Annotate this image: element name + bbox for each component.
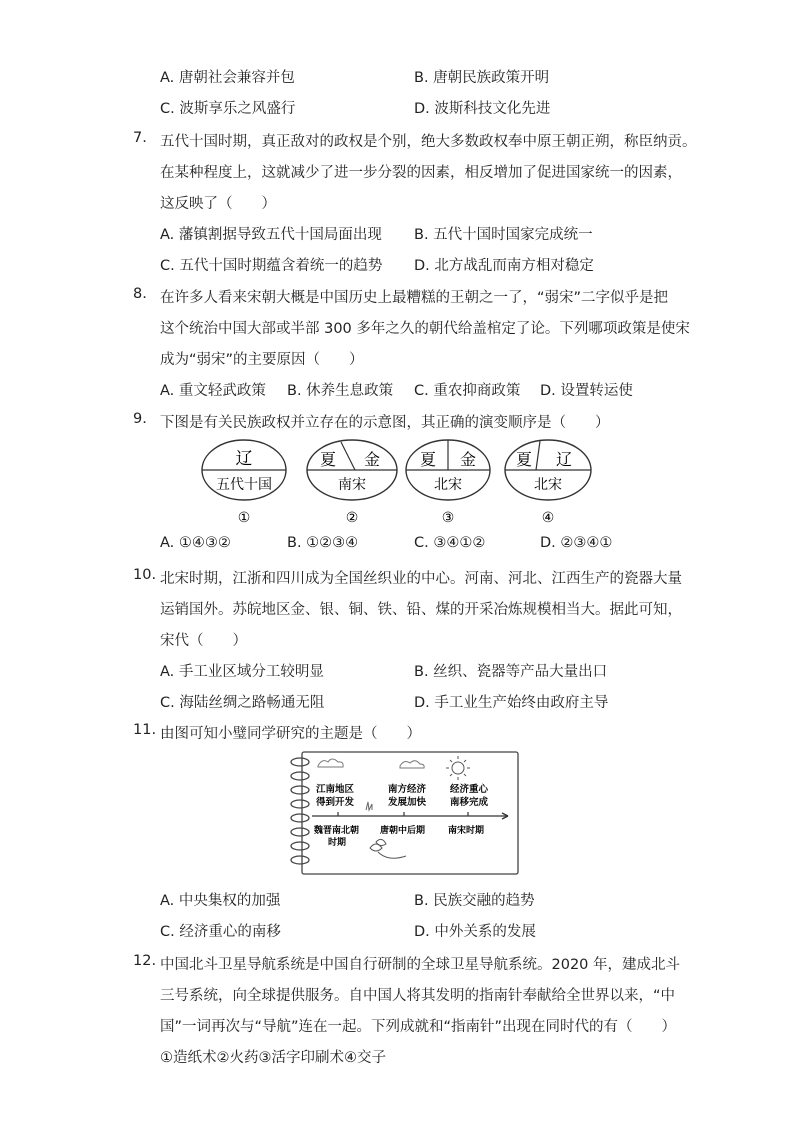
diagram-ellipse-1 <box>202 440 286 526</box>
q6-option-d: D. 波斯科技文化先进 <box>414 101 551 117</box>
timeline-top-label: 南移完成 <box>450 797 489 808</box>
diagram-ellipse-4 <box>505 440 591 526</box>
q9-option-c: C. ③④①② <box>414 535 486 551</box>
diagram-bottom-text: 南宋 <box>338 477 366 493</box>
question-text: 国”一词再次与“导航”连在一起。下列成就和“指南针”出现在同时代的有（ ） <box>160 1019 677 1035</box>
question-text: ①造纸术②火药③活字印刷术④交子 <box>160 1050 386 1066</box>
diagram-top-text: 辽 <box>555 450 573 469</box>
q10-option-c: C. 海陆丝绸之路畅通无阻 <box>160 695 325 711</box>
q7-option-a: A. 藩镇割据导致五代十国局面出现 <box>160 227 382 243</box>
q6-option-c: C. 波斯享乐之风盛行 <box>160 101 296 117</box>
q9-option-a: A. ①④③② <box>160 535 231 551</box>
question-text: 由图可知小璧同学研究的主题是（ ） <box>160 726 421 742</box>
q9-option-d: D. ②③④① <box>540 535 613 551</box>
question-text: 这个统治中国大部或半部 300 多年之久的朝代给盖棺定了论。下列哪项政策是使宋 <box>160 321 690 337</box>
diagram-top-text: 金 <box>363 450 381 469</box>
q7-option-d: D. 北方战乱而南方相对稳定 <box>414 258 594 274</box>
diagram-label: ① <box>237 510 251 526</box>
diagram-top-text: 金 <box>459 450 477 469</box>
diagram-ellipse-2 <box>307 440 397 526</box>
question-number: 8. <box>133 286 147 302</box>
q8-option-c: C. 重农抑商政策 <box>414 383 521 399</box>
q10-option-a: A. 手工业区域分工较明显 <box>160 664 324 680</box>
q6-option-a: A. 唐朝社会兼容并包 <box>160 70 295 86</box>
diagram-bottom-text: 北宋 <box>434 477 462 493</box>
q11-option-b: B. 民族交融的趋势 <box>414 893 535 909</box>
q10-option-d: D. 手工业生产始终由政府主导 <box>414 695 609 711</box>
diagram-top-text: 夏 <box>515 450 533 469</box>
q11-option-a: A. 中央集权的加强 <box>160 893 281 909</box>
question-text: 这反映了（ ） <box>160 196 276 212</box>
notebook-timeline-image <box>282 748 522 878</box>
q7-option-b: B. 五代十国时国家完成统一 <box>414 227 593 243</box>
diagram-bottom-text: 北宋 <box>534 477 562 493</box>
question-text: 宋代（ ） <box>160 633 247 649</box>
diagram-label: ③ <box>441 510 455 526</box>
timeline-top-label: 发展加快 <box>388 797 427 808</box>
timeline-top-label: 得到开发 <box>316 797 355 808</box>
timeline-top-label: 经济重心 <box>450 784 489 795</box>
q11-option-d: D. 中外关系的发展 <box>414 924 536 940</box>
timeline-bottom-label: 南宋时期 <box>448 826 485 836</box>
q11-option-c: C. 经济重心的南移 <box>160 924 281 940</box>
question-text: 五代十国时期，真正敌对的政权是个别，绝大多数政权奉中原王朝正朔，称臣纳贡。 <box>160 134 697 150</box>
q7-option-c: C. 五代十国时期蕴含着统一的趋势 <box>160 258 383 274</box>
question-text: 成为“弱宋”的主要原因（ ） <box>160 352 364 368</box>
question-text: 下图是有关民族政权并立存在的示意图，其正确的演变顺序是（ ） <box>160 415 610 431</box>
question-number: 9. <box>133 411 147 427</box>
question-number: 7. <box>133 130 147 146</box>
q9-option-b: B. ①②③④ <box>287 535 359 551</box>
diagram-bottom-text: 五代十国 <box>216 477 272 493</box>
q6-option-b: B. 唐朝民族政策开明 <box>414 70 550 86</box>
timeline-top-label: 南方经济 <box>388 784 427 795</box>
question-text: 三号系统，向全球提供服务。自中国人将其发明的指南针奉献给全世界以来，“中 <box>160 988 676 1004</box>
q10-option-b: B. 丝织、瓷器等产品大量出口 <box>414 664 608 680</box>
q8-option-d: D. 设置转运使 <box>540 383 633 399</box>
question-number: 11. <box>133 722 157 738</box>
question-number: 10. <box>133 567 157 583</box>
timeline-bottom-label: 魏晋南北朝 <box>314 826 360 836</box>
timeline-bottom-label: 唐朝中后期 <box>380 826 426 836</box>
diagram-label: ④ <box>541 510 555 526</box>
diagram-ellipse-3 <box>406 440 490 526</box>
q8-option-b: B. 休养生息政策 <box>287 383 394 399</box>
question-number: 12. <box>133 953 157 969</box>
q8-option-a: A. 重文轻武政策 <box>160 383 266 399</box>
timeline-bottom-label: 时期 <box>328 838 347 848</box>
regime-diagram <box>200 436 595 528</box>
question-text: 北宋时期，江浙和四川成为全国丝织业的中心。河南、河北、江西生产的瓷器大量 <box>160 571 682 587</box>
diagram-top-text: 辽 <box>235 449 253 469</box>
question-text: 中国北斗卫星导航系统是中国自行研制的全球卫星导航系统。2020 年，建成北斗 <box>160 957 681 973</box>
diagram-top-text: 夏 <box>419 450 437 469</box>
timeline-top-label: 江南地区 <box>316 784 355 795</box>
diagram-label: ② <box>345 510 359 526</box>
question-text: 在许多人看来宋朝大概是中国历史上最糟糕的王朝之一了，“弱宋”二字似乎是把 <box>160 290 669 306</box>
question-text: 在某种程度上，这就减少了进一步分裂的因素，相反增加了促进国家统一的因素， <box>160 165 682 181</box>
diagram-top-text: 夏 <box>319 450 337 469</box>
question-text: 运销国外。苏皖地区金、银、铜、铁、铅、煤的开采冶炼规模相当大。据此可知， <box>160 602 682 618</box>
